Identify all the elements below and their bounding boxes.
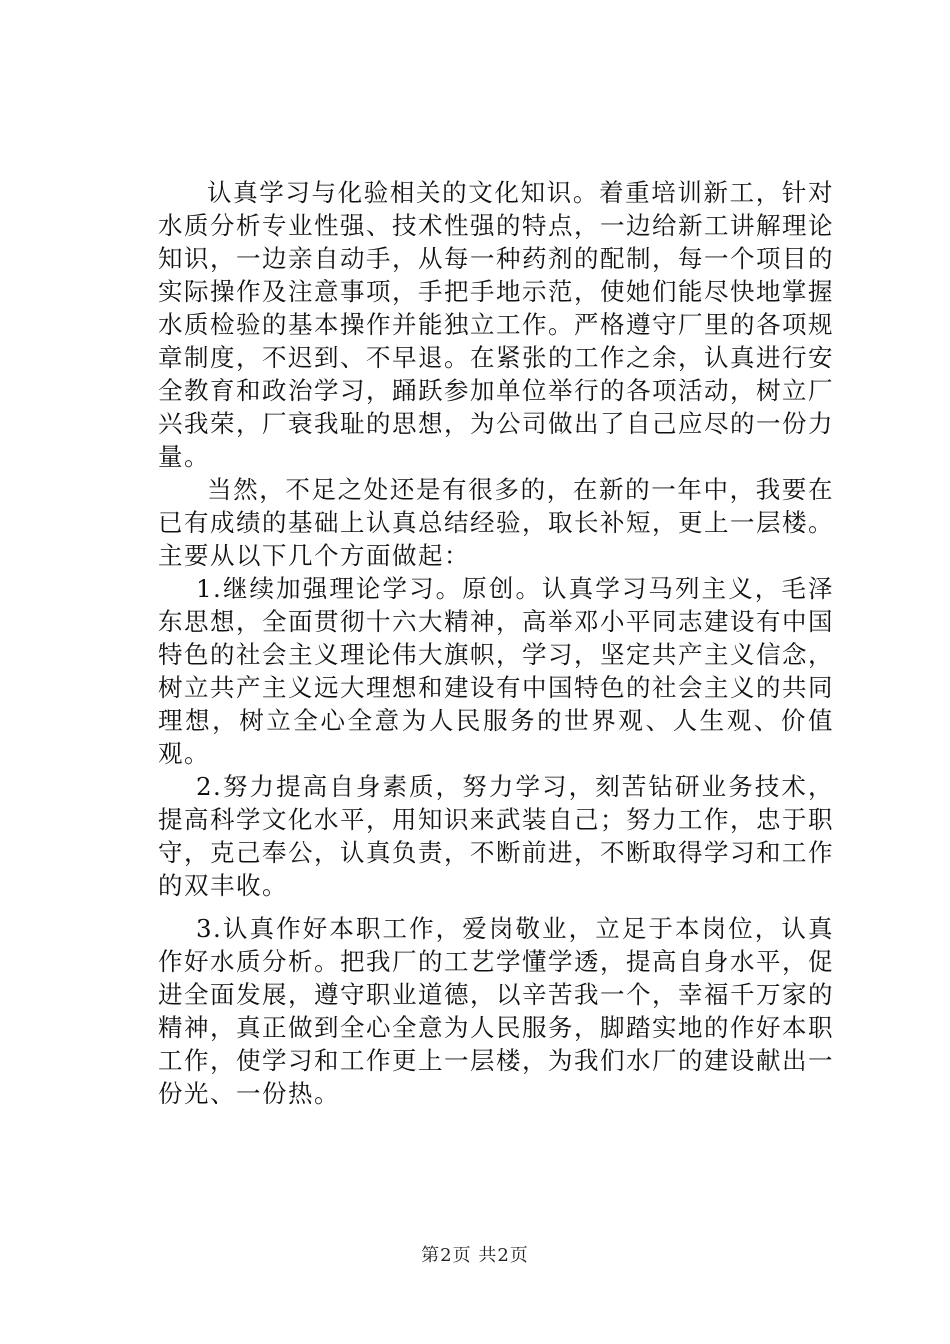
page-number-footer: 第2页 共2页 (421, 1245, 529, 1266)
paragraph-lab-knowledge: 认真学习与化验相关的文化知识。着重培训新工，针对水质分析专业性强、技术性强的特点，一边给新工讲解理论知识，一边亲自动手，从每一种药剂的配制，每一个项目的实际操作及注意事项，手把手地示范，使她们能尽快地掌握水质检验的基本操作并能独立工作。严格遵守厂里的各项规章制度，不迟到、不早退。在紧张的工作之余，认真进行安全教育和政治学习，踊跃参加单位举行的各项活动，树立厂兴我荣，厂衰我耻的思想，为公司做出了自己应尽的一份力量。 (158, 178, 834, 471)
list-item-job-duties: 3.认真作好本职工作，爱岗敬业，立足于本岗位，认真作好水质分析。把我厂的工艺学懂学透，提高自身水平，促进全面发展，遵守职业道德，以辛苦我一个，幸福千万家的精神，真正做到全心全意为人民服务，脚踏实地的作好本职工作，使学习和工作更上一层楼，为我们水厂的建设献出一份光、一份热。 (158, 914, 834, 1108)
list-item-theory-study: 1.继续加强理论学习。原创。认真学习马列主义，毛泽东思想，全面贯彻十六大精神，高举邓小平同志建设有中国特色的社会主义理论伟大旗帜，学习，坚定共产主义信念，树立共产主义远大理想和建设有中国特色的社会主义的共同理想，树立全心全意为人民服务的世界观、人生观、价值观。 (158, 574, 834, 768)
paragraph-shortcomings: 当然，不足之处还是有很多的，在新的一年中，我要在已有成绩的基础上认真总结经验，取长补短，更上一层楼。主要从以下几个方面做起： (158, 475, 834, 570)
document-body (158, 176, 834, 1110)
list-item-self-quality: 2.努力提高自身素质，努力学习，刻苦钻研业务技术，提高科学文化水平，用知识来武装自己；努力工作，忠于职守，克己奉公，认真负责，不断前进，不断取得学习和工作的双丰收。 (158, 772, 834, 900)
